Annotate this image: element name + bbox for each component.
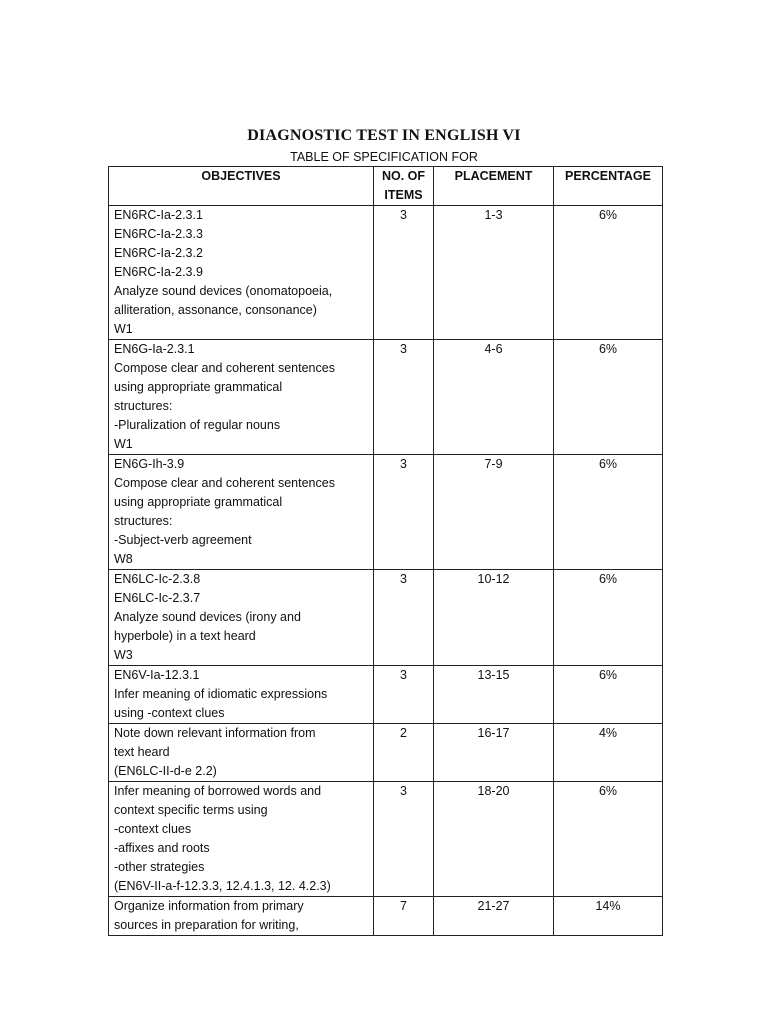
percentage-cell: 6% [554,206,663,340]
objective-line: Organize information from primary [114,899,304,913]
items-cell: 3 [374,570,434,666]
objective-line: EN6LC-Ic-2.3.8 [114,572,201,586]
items-cell: 7 [374,897,434,936]
objective-line: W8 [114,552,133,566]
objective-line: Compose clear and coherent sentences [114,476,335,490]
placement-cell: 18-20 [434,782,554,897]
objective-line: Analyze sound devices (onomatopoeia, [114,284,333,298]
placement-cell: 10-12 [434,570,554,666]
objective-cell [109,206,374,340]
objective-line: structures: [114,514,173,528]
objective-cell [109,340,374,455]
table-body [109,206,663,936]
objective-line: structures: [114,399,173,413]
table-row [109,455,663,570]
objective-line: W1 [114,322,133,336]
objective-cell [109,897,374,936]
items-cell: 3 [374,206,434,340]
placement-cell: 16-17 [434,724,554,782]
objective-line: Analyze sound devices (irony and [114,610,301,624]
percentage-cell: 6% [554,666,663,724]
objective-line: using appropriate grammatical [114,380,283,394]
objective-line: using appropriate grammatical [114,495,283,509]
objective-line: EN6G-Ia-2.3.1 [114,342,195,356]
table-header-row [109,167,663,206]
objective-line: EN6RC-Ia-2.3.2 [114,246,203,260]
objective-line: sources in preparation for writing, [114,918,299,932]
objective-line: EN6RC-Ia-2.3.3 [114,227,203,241]
table-row [109,340,663,455]
placement-cell: 4-6 [434,340,554,455]
header-placement: PLACEMENT [434,167,554,206]
specification-table [108,166,663,936]
objective-cell [109,455,374,570]
objective-cell [109,666,374,724]
percentage-cell: 6% [554,570,663,666]
objective-line: EN6RC-Ia-2.3.1 [114,208,203,222]
percentage-cell: 4% [554,724,663,782]
document-title: DIAGNOSTIC TEST IN ENGLISH VI [247,127,521,144]
objective-cell [109,570,374,666]
objective-line: -Pluralization of regular nouns [114,418,281,432]
items-cell: 3 [374,455,434,570]
objective-line: EN6G-Ih-3.9 [114,457,185,471]
table-row [109,570,663,666]
items-cell: 3 [374,782,434,897]
objective-line: -affixes and roots [114,841,210,855]
header-percentage: PERCENTAGE [554,167,663,206]
items-cell: 3 [374,666,434,724]
table-row [109,206,663,340]
placement-cell: 13-15 [434,666,554,724]
table-row [109,724,663,782]
objective-line: W1 [114,437,133,451]
items-cell: 3 [374,340,434,455]
objective-cell [109,782,374,897]
objective-line: text heard [114,745,170,759]
placement-cell: 1-3 [434,206,554,340]
objective-line: context specific terms using [114,803,268,817]
header-no-of-items: NO. OF ITEMS [374,167,434,206]
objective-line: hyperbole) in a text heard [114,629,256,643]
objective-line: Infer meaning of borrowed words and [114,784,322,798]
objective-cell [109,724,374,782]
percentage-cell: 6% [554,782,663,897]
percentage-cell: 6% [554,340,663,455]
objective-line: -context clues [114,822,192,836]
objective-line: Infer meaning of idiomatic expressions [114,687,328,701]
percentage-cell: 6% [554,455,663,570]
items-cell: 2 [374,724,434,782]
objective-line: W3 [114,648,133,662]
objective-line: Note down relevant information from [114,726,316,740]
objective-line: EN6LC-Ic-2.3.7 [114,591,201,605]
placement-cell: 21-27 [434,897,554,936]
header-objectives: OBJECTIVES [109,167,374,206]
table-row [109,897,663,936]
objective-line: -other strategies [114,860,205,874]
objective-line: (EN6V-II-a-f-12.3.3, 12.4.1.3, 12. 4.2.3) [114,879,331,893]
percentage-cell: 14% [554,897,663,936]
objective-line: EN6V-Ia-12.3.1 [114,668,200,682]
objective-line: using -context clues [114,706,225,720]
objective-line: alliteration, assonance, consonance) [114,303,317,317]
placement-cell: 7-9 [434,455,554,570]
table-row [109,666,663,724]
objective-line: EN6RC-Ia-2.3.9 [114,265,203,279]
objective-line: (EN6LC-II-d-e 2.2) [114,764,217,778]
objective-line: Compose clear and coherent sentences [114,361,335,375]
objective-line: -Subject-verb agreement [114,533,252,547]
document-subtitle: TABLE OF SPECIFICATION FOR [290,150,478,164]
table-row [109,782,663,897]
